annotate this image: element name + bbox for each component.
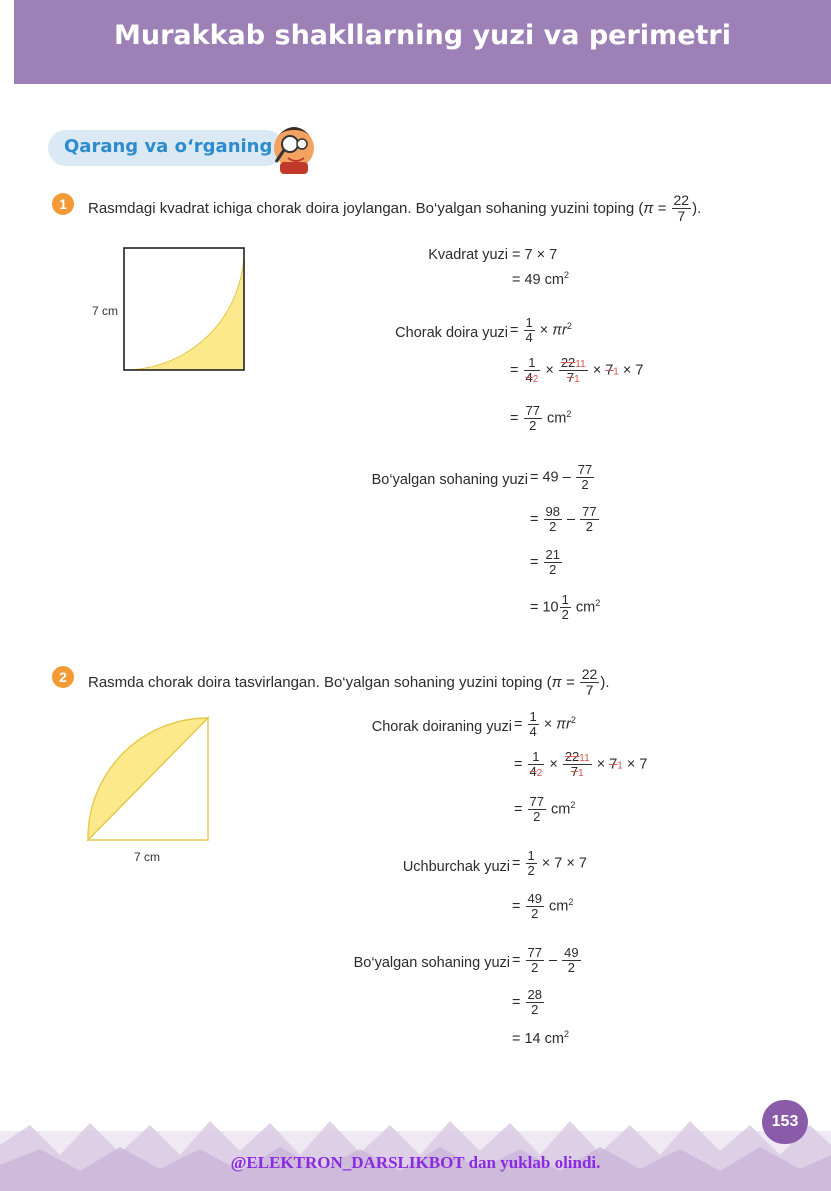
p2-quarter-step-1: = $\frac{1}{4}$ × $\pi r^2$ — [514, 709, 576, 740]
shaded-area-step-2: = $\frac{98}{2}$ – $\frac{77}{2}$ — [530, 504, 597, 535]
problem-1-side-label: 7 cm — [92, 304, 119, 318]
footer-pattern — [0, 1105, 831, 1191]
p2-shaded-step-2: = $\frac{28}{2}$ — [512, 987, 542, 1018]
shaded-area-label-1: Bo‘yalgan sohaning yuzi — [371, 472, 528, 488]
shaded-area-result-2: = 14 $cm^2$ — [512, 1029, 569, 1047]
footer-download-note: @ELEKTRON_DARSLIKBOT dan yuklab olindi. — [230, 1153, 601, 1172]
problem-1-badge: 1 — [52, 193, 74, 215]
square-area-label: Kvadrat yuzi — [428, 247, 508, 263]
quarter-area-step-2: = $\frac{1}{42}$ × $\frac{2211}{71}$ × 71 × 7 — [510, 355, 644, 386]
triangle-area-label: Uchburchak yuzi — [402, 859, 510, 875]
quarter-circle-triangle-figure — [84, 712, 214, 844]
quarter-area-step-1: = $\frac{1}{4}$ × $\pi r^2$ — [510, 315, 572, 346]
p2-quarter-step-2: = $\frac{1}{42}$ × $\frac{2211}{71}$ × 71 × 7 — [514, 749, 648, 780]
shaded-area-step-3: = $\frac{21}{2}$ — [530, 547, 560, 578]
p2-quarter-step-3: = $\frac{77}{2}$ $cm^2$ — [514, 794, 576, 825]
p2-triangle-step-2: = $\frac{49}{2}$ $cm^2$ — [512, 891, 574, 922]
mascot-magnifier-icon — [266, 112, 318, 176]
problem-2-text: Rasmda chorak doira tasvirlangan. Bo‘yalgan sohaning yuzini toping (π = $\frac{22}{7}$ ). — [88, 666, 610, 699]
problem-1-text: Rasmdagi kvadrat ichiga chorak doira joylangan. Bo‘yalgan sohaning yuzini toping (π = $\frac{22}{7}$ ). — [88, 192, 702, 225]
square-area-step-1: = 7 × 7 — [512, 247, 558, 263]
page-title: Murakkab shakllarning yuzi va perimetri — [114, 20, 731, 51]
problem-2-side-label: 7 cm — [134, 850, 161, 864]
page-number-badge: 153 — [762, 1100, 808, 1144]
quarter-circle-area-label-2: Chorak doiraning yuzi — [371, 719, 512, 735]
section-label: Qarang va o‘rganing — [64, 136, 273, 157]
square-quarter-circle-figure — [118, 243, 250, 375]
quarter-area-step-3: = $\frac{77}{2}$ $cm^2$ — [510, 403, 572, 434]
shaded-area-label-2: Bo‘yalgan sohaning yuzi — [353, 955, 510, 971]
p2-triangle-step-1: = $\frac{1}{2}$ × 7 × 7 — [512, 848, 587, 879]
shaded-area-step-1: = 49 – $\frac{77}{2}$ — [530, 462, 593, 493]
shaded-area-result-1: = 10 $\frac{1}{2}$ $cm^2$ — [530, 592, 601, 623]
quarter-circle-area-label: Chorak doira yuzi — [395, 325, 508, 341]
square-area-step-2: = 49 $cm^2$ — [512, 270, 569, 288]
p2-shaded-step-1: = $\frac{77}{2}$ – $\frac{49}{2}$ — [512, 945, 579, 976]
problem-2-badge: 2 — [52, 666, 74, 688]
